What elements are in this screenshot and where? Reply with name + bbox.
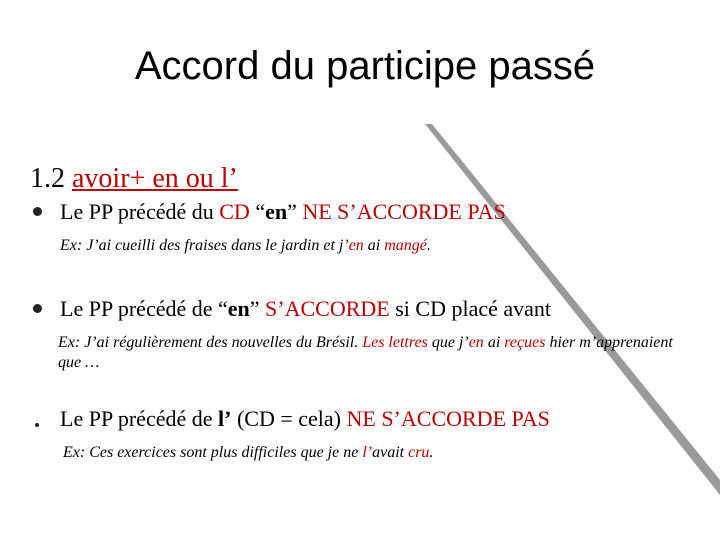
section-title: avoir+ en ou l’	[72, 163, 238, 194]
example-2: Ex: J’ai régulièrement des nouvelles du Brésil. Les lettres que j’en ai reçues hier m’apprenaient que …	[58, 334, 673, 371]
bullet-1: Le PP précédé du CD “en” NE S’ACCORDE PAS	[60, 199, 506, 224]
section-number: 1.2	[30, 163, 65, 194]
bullet-dot-small	[35, 423, 39, 427]
section-heading	[30, 160, 238, 198]
bullet-2: Le PP précédé de “en” S’ACCORDE si CD placé avant	[60, 296, 552, 321]
example-3: Ex: Ces exercices sont plus difficiles que je ne l’avait cru.	[63, 444, 434, 461]
bullet-dot	[33, 304, 42, 313]
bullet-3: Le PP précédé de l’ (CD = cela) NE S’ACCORDE PAS	[60, 406, 550, 431]
bullet-dot	[33, 207, 42, 216]
example-1: Ex: J’ai cueilli des fraises dans le jardin et j’en ai mangé.	[60, 237, 431, 254]
slide-title: Accord du participe passé	[134, 44, 596, 88]
